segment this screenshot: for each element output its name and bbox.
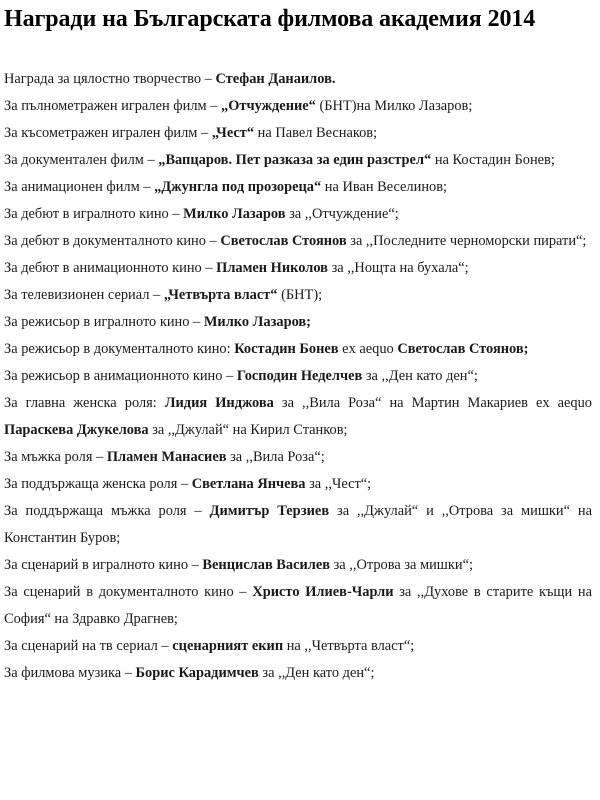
award-text: За сценарий в документалното кино – <box>4 584 253 600</box>
award-paragraph <box>4 336 592 363</box>
award-text: за ,,Духове в старите къщи на София“ на Здравко Драгнев; <box>4 584 592 627</box>
award-text: За пълнометражен игрален филм – <box>4 98 222 114</box>
document-title: Награди на Българската филмова академия 2014 <box>4 6 536 32</box>
award-text: За дебют в игралното кино – <box>4 206 184 222</box>
award-paragraph <box>4 174 592 201</box>
award-winner: „Четвърта власт“ <box>163 287 278 303</box>
award-paragraph <box>4 201 592 228</box>
award-text: ex aequo <box>338 341 398 357</box>
award-winner: Господин Неделчев <box>236 368 363 384</box>
award-text: за ,,Последните черноморски пирати“; <box>346 233 587 249</box>
award-text: на ,,Четвърта власт“; <box>283 638 415 654</box>
award-paragraph <box>4 633 592 660</box>
award-paragraph <box>4 390 592 444</box>
award-winner: „Чест“ <box>211 125 255 141</box>
award-text: За режисьор в документалното кино: <box>4 341 235 357</box>
award-text: За дебют в документалното кино – <box>4 233 221 249</box>
awards-list <box>4 66 592 687</box>
award-winner: Светлана Янчева <box>191 476 306 492</box>
award-winner: Милко Лазаров <box>183 206 286 222</box>
award-text: (БНТ)на Милко Лазаров; <box>315 98 473 114</box>
award-text: За късометражен игрален филм – <box>4 125 212 141</box>
award-winner: Венцислав Василев <box>202 557 331 573</box>
award-text: За режисьор в игралното кино – <box>4 314 204 330</box>
award-text: за ,,Вила Роза“ на Мартин Макариев ex aequo <box>273 395 592 411</box>
award-winner: Костадин Бонев <box>234 341 339 357</box>
award-winner: „Отчуждение“ <box>221 98 316 114</box>
award-text: за ,,Вила Роза“; <box>226 449 325 465</box>
award-paragraph <box>4 552 592 579</box>
award-winner: Борис Карадимчев <box>135 665 259 681</box>
award-winner: Стефан Данаилов. <box>215 71 336 87</box>
award-paragraph <box>4 444 592 471</box>
award-winner: Лидия Инджова <box>164 395 274 411</box>
award-winner: „Джунгла под прозореца“ <box>154 179 322 195</box>
award-text: За анимационен филм – <box>4 179 155 195</box>
award-paragraph <box>4 498 592 552</box>
award-winner: Параскева Джукелова <box>4 422 149 438</box>
award-winner: Милко Лазаров; <box>203 314 311 330</box>
award-text: За дебют в анимационното кино – <box>4 260 217 276</box>
award-text: за ,,Отрова за мишки“; <box>330 557 473 573</box>
award-text: За сценарий на тв сериал – <box>4 638 173 654</box>
award-text: на Павел Веснаков; <box>254 125 378 141</box>
award-text: (БНТ); <box>277 287 323 303</box>
award-winner: Христо Илиев-Чарли <box>252 584 394 600</box>
award-text: За сценарий в игралното кино – <box>4 557 203 573</box>
award-text: За поддържаща женска роля – <box>4 476 192 492</box>
award-text: за ,,Чест“; <box>305 476 372 492</box>
award-paragraph <box>4 579 592 633</box>
award-text: За поддържаща мъжка роля – <box>4 503 210 519</box>
award-text: за ,,Отчуждение“; <box>285 206 399 222</box>
award-text: За главна женска роля: <box>4 395 165 411</box>
award-paragraph <box>4 309 592 336</box>
award-text: За документален филм – <box>4 152 159 168</box>
award-text: За режисьор в анимационното кино – <box>4 368 237 384</box>
award-paragraph <box>4 282 592 309</box>
award-paragraph <box>4 120 592 147</box>
award-paragraph <box>4 66 592 93</box>
award-text: Награда за цялостно творчество – <box>4 71 216 87</box>
award-winner: Светослав Стоянов; <box>397 341 529 357</box>
award-winner: Пламен Манасиев <box>106 449 227 465</box>
award-paragraph <box>4 363 592 390</box>
award-winner: Пламен Николов <box>216 260 328 276</box>
award-paragraph <box>4 660 592 687</box>
award-winner: „Вапцаров. Пет разказа за един разстрел“ <box>158 152 432 168</box>
award-text: за ,,Ден като ден“; <box>258 665 375 681</box>
award-text: За филмова музика – <box>4 665 136 681</box>
award-winner: сценарният екип <box>172 638 284 654</box>
award-text: за ,,Нощта на бухала“; <box>327 260 469 276</box>
award-text: на Иван Веселинов; <box>321 179 448 195</box>
award-paragraph <box>4 228 592 255</box>
award-text: За мъжка роля – <box>4 449 107 465</box>
award-paragraph <box>4 147 592 174</box>
award-text: за ,,Джулай“ на Кирил Станков; <box>148 422 348 438</box>
award-paragraph <box>4 255 592 282</box>
award-paragraph <box>4 471 592 498</box>
award-winner: Светослав Стоянов <box>220 233 347 249</box>
award-text: за ,,Джулай“ и ,,Отрова за мишки“ на Константин Буров; <box>4 503 592 546</box>
award-text: на Костадин Бонев; <box>431 152 555 168</box>
award-paragraph <box>4 93 592 120</box>
award-winner: Димитър Терзиев <box>209 503 330 519</box>
award-text: за ,,Ден като ден“; <box>362 368 478 384</box>
award-text: За телевизионен сериал – <box>4 287 164 303</box>
